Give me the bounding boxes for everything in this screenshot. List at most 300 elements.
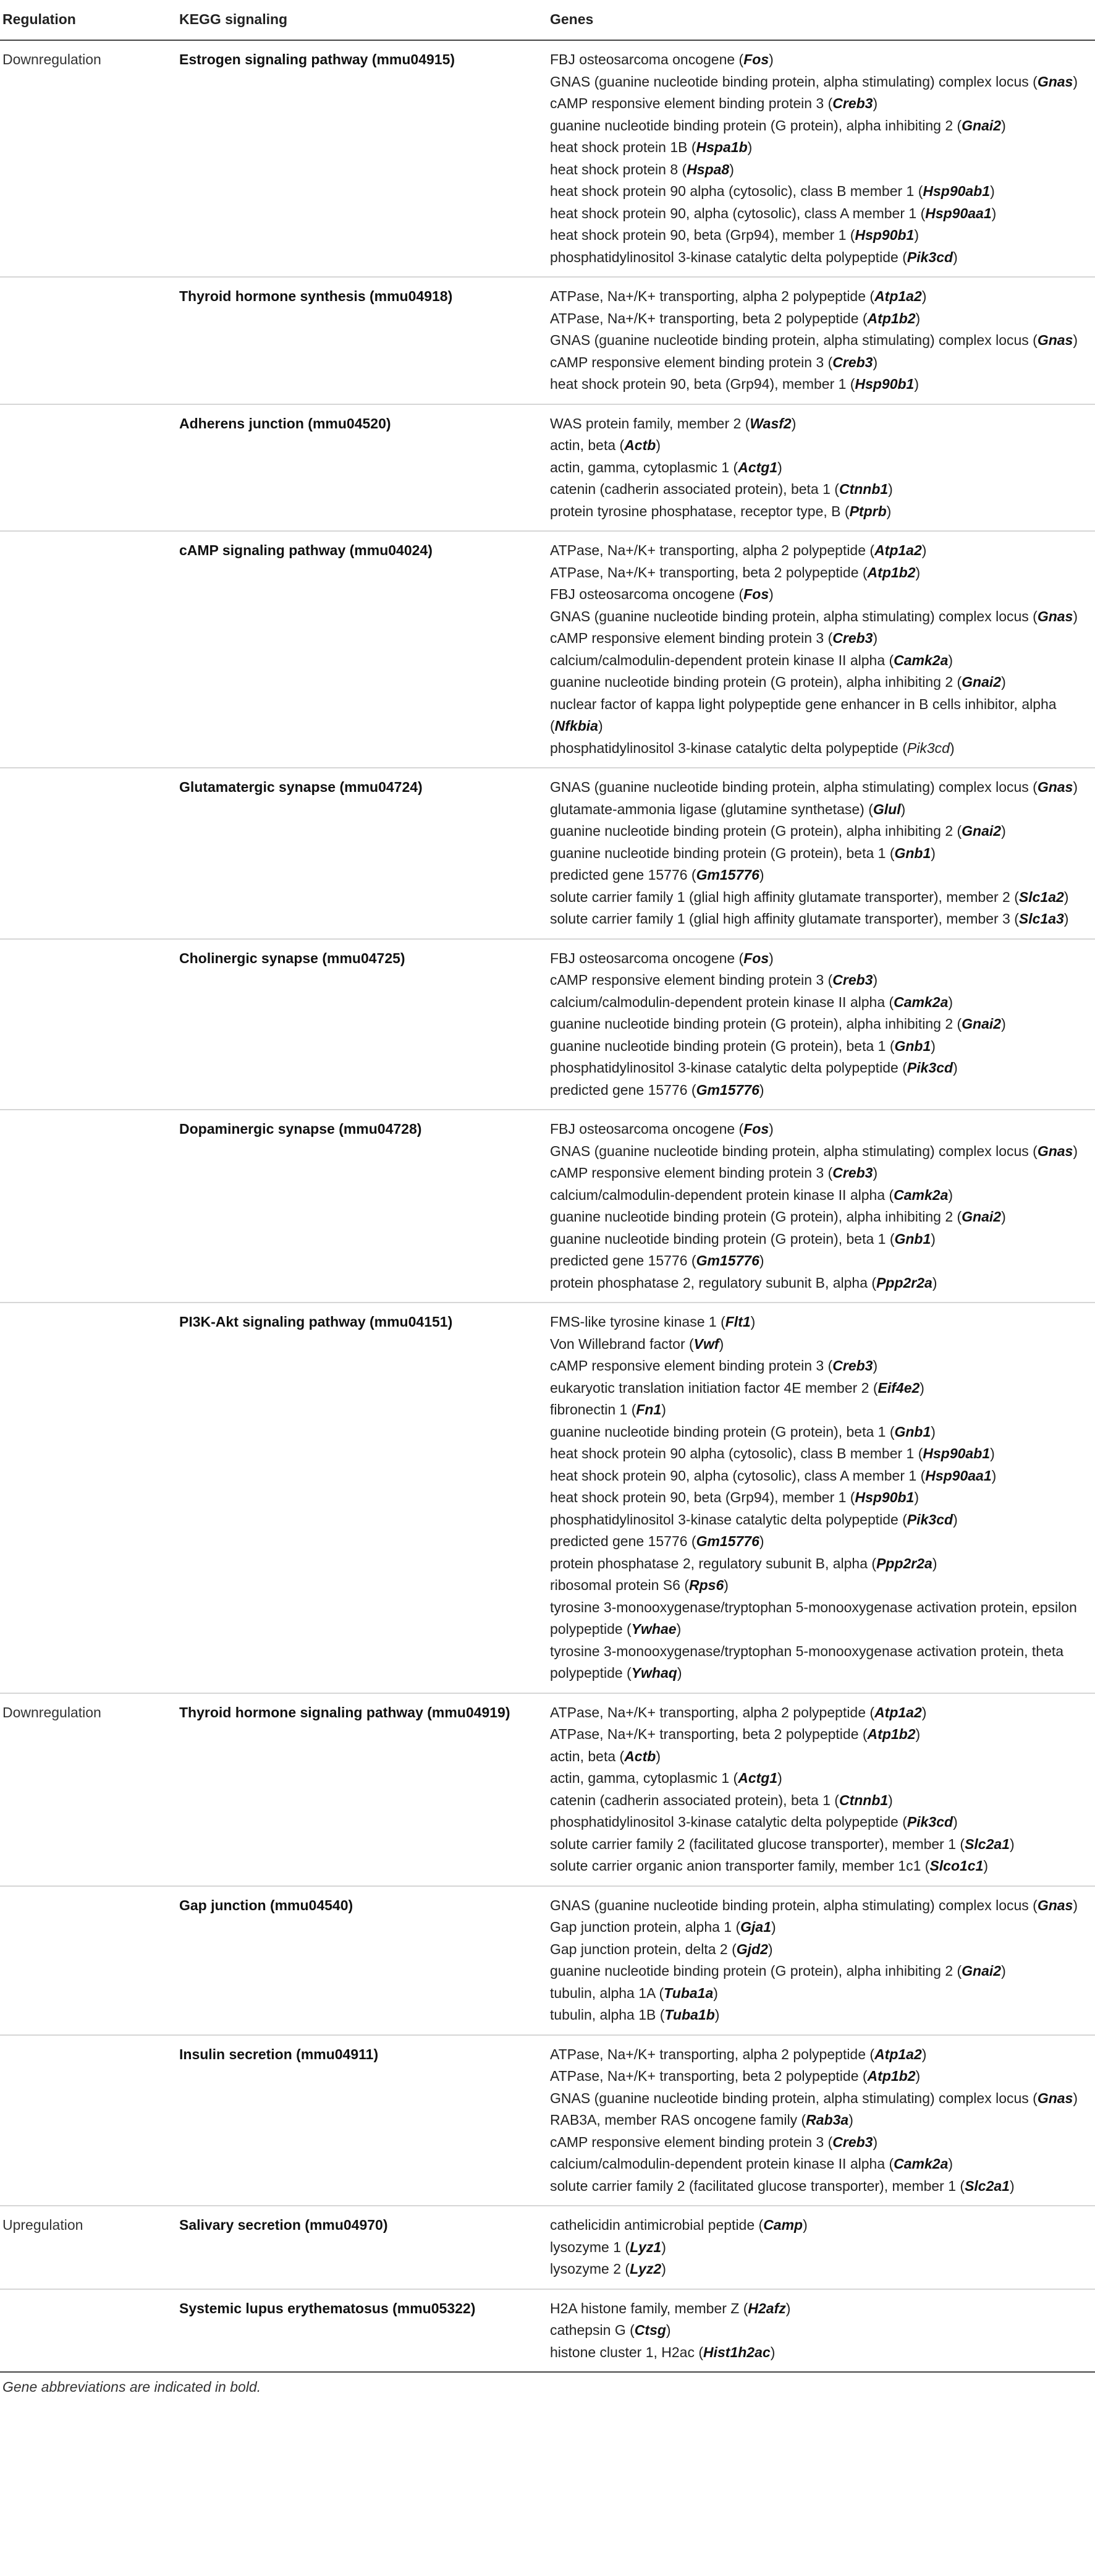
gene-entry — [550, 1597, 1090, 1641]
pathway-cell: Adherens junction (mmu04520) — [179, 404, 550, 532]
gene-close-paren: ) — [900, 801, 906, 817]
gene-close-paren: ) — [990, 183, 995, 199]
gene-entry — [550, 1013, 1090, 1035]
gene-entry — [550, 627, 1090, 650]
gene-symbol: Flt1 — [725, 1314, 751, 1330]
gene-close-paren: ) — [767, 1941, 773, 1957]
table-body — [0, 40, 1095, 2372]
gene-entry — [550, 2298, 1090, 2320]
gene-symbol: Gnas — [1037, 73, 1073, 90]
gene-entry — [550, 562, 1090, 584]
gene-description: guanine nucleotide binding protein (G protein), alpha inhibiting 2 ( — [550, 117, 962, 134]
pathway-cell: Insulin secretion (mmu04911) — [179, 2035, 550, 2206]
gene-description: guanine nucleotide binding protein (G protein), beta 1 ( — [550, 1230, 895, 1247]
pathway-cell: Systemic lupus erythematosus (mmu05322) — [179, 2289, 550, 2373]
gene-symbol: Fn1 — [636, 1401, 662, 1418]
gene-symbol: Gnas — [1037, 2089, 1073, 2106]
gene-entry — [550, 2004, 1090, 2026]
gene-symbol: Gnai2 — [962, 1209, 1002, 1225]
gene-entry — [550, 1509, 1090, 1531]
gene-description: WAS protein family, member 2 ( — [550, 415, 750, 431]
gene-close-paren: ) — [777, 1770, 782, 1786]
gene-symbol: Gnas — [1037, 608, 1073, 624]
gene-symbol: Hist1h2ac — [703, 2344, 771, 2360]
table-row — [0, 1303, 1095, 1693]
gene-description: heat shock protein 90 alpha (cytosolic), class B member 1 ( — [550, 1445, 923, 1461]
gene-description: H2A histone family, member Z ( — [550, 2300, 748, 2316]
gene-description: ATPase, Na+/K+ transporting, alpha 2 polypeptide ( — [550, 2046, 875, 2062]
regulation-cell — [0, 768, 179, 939]
pathway-cell: Thyroid hormone signaling pathway (mmu04919) — [179, 1693, 550, 1886]
gene-close-paren: ) — [791, 415, 797, 431]
gene-entry — [550, 1641, 1090, 1685]
gene-description: GNAS (guanine nucleotide binding protein, alpha stimulating) complex locus ( — [550, 779, 1038, 795]
gene-close-paren: ) — [1009, 2177, 1015, 2194]
gene-entry — [550, 1311, 1090, 1333]
genes-cell — [550, 939, 1095, 1110]
gene-description: phosphatidylinositol 3-kinase catalytic delta polypeptide ( — [550, 249, 907, 265]
genes-cell — [550, 2206, 1095, 2289]
gene-description: ATPase, Na+/K+ transporting, alpha 2 polypeptide ( — [550, 288, 875, 304]
gene-close-paren: ) — [656, 437, 661, 453]
gene-description: ATPase, Na+/K+ transporting, beta 2 polypeptide ( — [550, 2068, 868, 2084]
gene-description: fibronectin 1 ( — [550, 1401, 636, 1418]
gene-close-paren: ) — [888, 1792, 893, 1808]
gene-close-paren: ) — [769, 586, 774, 602]
gene-close-paren: ) — [676, 1621, 682, 1637]
gene-symbol: Gnai2 — [962, 1016, 1002, 1032]
gene-close-paren: ) — [914, 376, 920, 392]
gene-entry — [550, 694, 1090, 738]
gene-entry — [550, 1746, 1090, 1768]
gene-close-paren: ) — [920, 1379, 924, 1396]
gene-close-paren: ) — [769, 950, 774, 966]
gene-description: GNAS (guanine nucleotide binding protein, alpha stimulating) complex locus ( — [550, 332, 1038, 348]
gene-symbol: Actb — [624, 1748, 656, 1764]
gene-entry — [550, 373, 1090, 396]
gene-symbol: Gjd2 — [736, 1941, 768, 1957]
gene-symbol: Fos — [743, 950, 769, 966]
table-header — [0, 0, 1095, 40]
genes-cell — [550, 40, 1095, 277]
table-row — [0, 277, 1095, 404]
gene-description: solute carrier family 1 (glial high affinity glutamate transporter), member 3 ( — [550, 911, 1019, 927]
gene-entry — [550, 2175, 1090, 2198]
gene-symbol: Slc1a2 — [1018, 888, 1064, 905]
gene-description: calcium/calmodulin-dependent protein kinase II alpha ( — [550, 2156, 894, 2172]
genes-cell — [550, 404, 1095, 532]
gene-symbol: Slco1c1 — [929, 1858, 984, 1874]
table-row — [0, 531, 1095, 768]
gene-symbol: Slc2a1 — [965, 2177, 1010, 2194]
gene-close-paren: ) — [1063, 911, 1069, 927]
genes-cell — [550, 1693, 1095, 1886]
gene-close-paren: ) — [888, 481, 893, 497]
gene-symbol: Camk2a — [894, 993, 949, 1010]
regulation-cell — [0, 277, 179, 404]
gene-description: guanine nucleotide binding protein (G protein), alpha inhibiting 2 ( — [550, 1963, 962, 1979]
gene-symbol: Gnai2 — [962, 674, 1002, 690]
gene-close-paren: ) — [661, 2261, 666, 2277]
gene-entry — [550, 1079, 1090, 1102]
gene-symbol: Hspa1b — [696, 139, 748, 155]
gene-symbol: Creb3 — [832, 630, 873, 646]
gene-entry — [550, 501, 1090, 523]
gene-symbol: Glul — [873, 801, 901, 817]
gene-description: predicted gene 15776 ( — [550, 1252, 696, 1269]
gene-close-paren: ) — [769, 1121, 774, 1137]
gene-symbol: Actb — [624, 437, 656, 453]
gene-symbol: Tuba1b — [664, 2007, 715, 2023]
pathway-cell: Glutamatergic synapse (mmu04724) — [179, 768, 550, 939]
gene-description: FMS-like tyrosine kinase 1 ( — [550, 1314, 725, 1330]
pathway-cell: cAMP signaling pathway (mmu04024) — [179, 531, 550, 768]
gene-symbol: Nfkbia — [554, 718, 598, 734]
gene-entry — [550, 457, 1090, 479]
gene-description: cathepsin G ( — [550, 2322, 635, 2338]
gene-close-paren: ) — [666, 2322, 671, 2338]
gene-symbol: Gm15776 — [696, 1533, 759, 1549]
gene-description: guanine nucleotide binding protein (G protein), alpha inhibiting 2 ( — [550, 674, 962, 690]
gene-close-paren: ) — [714, 2007, 720, 2023]
gene-entry — [550, 1228, 1090, 1251]
gene-entry — [550, 2319, 1090, 2342]
gene-entry — [550, 1834, 1090, 1856]
gene-entry — [550, 886, 1090, 909]
gene-description: phosphatidylinositol 3-kinase catalytic delta polypeptide ( — [550, 1060, 907, 1076]
gene-close-paren: ) — [948, 652, 953, 668]
gene-symbol: Ywhae — [631, 1621, 677, 1637]
gene-symbol: Gnb1 — [894, 844, 931, 861]
gene-close-paren: ) — [873, 1165, 878, 1181]
gene-description: ATPase, Na+/K+ transporting, alpha 2 polypeptide ( — [550, 542, 875, 558]
gene-symbol: Gnas — [1037, 1142, 1073, 1159]
gene-symbol: Ctnnb1 — [839, 481, 889, 497]
gene-description: cathelicidin antimicrobial peptide ( — [550, 2217, 764, 2233]
gene-close-paren: ) — [953, 1511, 958, 1528]
gene-symbol: Slc2a1 — [965, 1835, 1010, 1852]
gene-symbol: Slc1a3 — [1018, 911, 1064, 927]
gene-entry — [550, 2065, 1090, 2088]
gene-close-paren: ) — [983, 1858, 989, 1874]
gene-symbol: Actg1 — [738, 1770, 778, 1786]
gene-entry — [550, 1206, 1090, 1228]
pathway-cell: Salivary secretion (mmu04970) — [179, 2206, 550, 2289]
gene-description: heat shock protein 90, beta (Grp94), member 1 ( — [550, 376, 855, 392]
gene-description: cAMP responsive element binding protein 3 ( — [550, 1165, 833, 1181]
gene-close-paren: ) — [921, 288, 927, 304]
table-row — [0, 40, 1095, 277]
gene-symbol: Eif4e2 — [877, 1379, 920, 1396]
gene-description: catenin (cadherin associated protein), beta 1 ( — [550, 481, 839, 497]
gene-symbol: Vwf — [693, 1335, 719, 1352]
gene-description: catenin (cadherin associated protein), beta 1 ( — [550, 1792, 839, 1808]
gene-close-paren: ) — [1001, 823, 1006, 839]
gene-close-paren: ) — [914, 1489, 920, 1505]
genes-cell — [550, 768, 1095, 939]
gene-symbol: Gnas — [1037, 332, 1073, 348]
gene-symbol: Ppp2r2a — [876, 1555, 932, 1571]
gene-close-paren: ) — [759, 1533, 764, 1549]
gene-description: actin, beta ( — [550, 1748, 625, 1764]
gene-close-paren: ) — [932, 1274, 937, 1291]
table-row — [0, 939, 1095, 1110]
gene-entry — [550, 2044, 1090, 2066]
gene-close-paren: ) — [1073, 779, 1078, 795]
gene-description: heat shock protein 90, beta (Grp94), member 1 ( — [550, 1489, 855, 1505]
gene-symbol: Gnai2 — [962, 117, 1002, 134]
gene-symbol: Pik3cd — [907, 739, 950, 756]
gene-close-paren: ) — [921, 542, 927, 558]
genes-cell — [550, 277, 1095, 404]
genes-cell — [550, 2289, 1095, 2373]
gene-description: solute carrier family 2 (facilitated glucose transporter), member 1 ( — [550, 2177, 965, 2194]
gene-close-paren: ) — [661, 2238, 666, 2255]
gene-symbol: Ctnnb1 — [839, 1792, 889, 1808]
gene-close-paren: ) — [677, 1665, 682, 1681]
gene-description: predicted gene 15776 ( — [550, 1533, 696, 1549]
gene-close-paren: ) — [949, 739, 955, 756]
gene-symbol: Ppp2r2a — [876, 1274, 932, 1291]
gene-entry — [550, 584, 1090, 606]
gene-close-paren: ) — [873, 95, 878, 111]
gene-symbol: Gnb1 — [894, 1037, 931, 1054]
gene-close-paren: ) — [1073, 1897, 1078, 1913]
gene-close-paren: ) — [915, 564, 921, 580]
table-row — [0, 2206, 1095, 2289]
gene-symbol: Creb3 — [832, 1165, 873, 1181]
gene-description: cAMP responsive element binding protein 3 ( — [550, 630, 833, 646]
table-row — [0, 1886, 1095, 2035]
gene-description: solute carrier organic anion transporter family, member 1c1 ( — [550, 1858, 930, 1874]
gene-entry — [550, 1531, 1090, 1553]
gene-description: cAMP responsive element binding protein 3 ( — [550, 972, 833, 988]
gene-symbol: Wasf2 — [750, 415, 792, 431]
gene-entry — [550, 1702, 1090, 1724]
gene-description: tyrosine 3-monooxygenase/tryptophan 5-monooxygenase activation protein, epsilon polypeptide ( — [550, 1599, 1077, 1637]
gene-symbol: Camk2a — [894, 652, 949, 668]
gene-symbol: Pik3cd — [907, 1511, 953, 1528]
gene-entry — [550, 1811, 1090, 1834]
gene-close-paren: ) — [914, 227, 920, 243]
gene-symbol: Fos — [743, 51, 769, 67]
gene-entry — [550, 1443, 1090, 1465]
gene-entry — [550, 1118, 1090, 1141]
gene-close-paren: ) — [1001, 1016, 1006, 1032]
gene-entry — [550, 671, 1090, 694]
gene-entry — [550, 71, 1090, 93]
gene-entry — [550, 1895, 1090, 1917]
gene-close-paren: ) — [777, 459, 782, 475]
gene-symbol: Creb3 — [832, 354, 873, 370]
gene-description: actin, gamma, cytoplasmic 1 ( — [550, 459, 738, 475]
gene-description: cAMP responsive element binding protein 3 ( — [550, 2133, 833, 2150]
gene-symbol: Creb3 — [832, 1358, 873, 1374]
header-genes: Genes — [550, 0, 1095, 40]
gene-entry — [550, 286, 1090, 308]
gene-close-paren: ) — [953, 1060, 958, 1076]
gene-description: eukaryotic translation initiation factor 4E member 2 ( — [550, 1379, 878, 1396]
gene-symbol: Gnai2 — [962, 1963, 1002, 1979]
header-regulation: Regulation — [0, 0, 179, 40]
gene-symbol: Pik3cd — [907, 1060, 953, 1076]
gene-entry — [550, 540, 1090, 562]
gene-symbol: Hsp90aa1 — [925, 1467, 992, 1484]
gene-entry — [550, 776, 1090, 799]
regulation-cell — [0, 2289, 179, 2373]
table-row — [0, 768, 1095, 939]
gene-entry — [550, 1184, 1090, 1207]
gene-description: FBJ osteosarcoma oncogene ( — [550, 1121, 744, 1137]
gene-entry — [550, 115, 1090, 137]
gene-description: lysozyme 2 ( — [550, 2261, 630, 2277]
gene-close-paren: ) — [1063, 888, 1069, 905]
gene-entry — [550, 2258, 1090, 2281]
gene-description: Gap junction protein, alpha 1 ( — [550, 1919, 741, 1935]
gene-entry — [550, 137, 1090, 159]
gene-description: tyrosine 3-monooxygenase/tryptophan 5-monooxygenase activation protein, theta polypeptide ( — [550, 1643, 1064, 1681]
gene-close-paren: ) — [750, 1314, 756, 1330]
gene-symbol: Lyz2 — [630, 2261, 662, 2277]
gene-close-paren: ) — [931, 844, 936, 861]
regulation-cell: Downregulation — [0, 40, 179, 277]
gene-symbol: Atp1b2 — [867, 1726, 916, 1742]
gene-description: FBJ osteosarcoma oncogene ( — [550, 950, 744, 966]
gene-entry — [550, 1162, 1090, 1184]
gene-entry — [550, 478, 1090, 501]
gene-symbol: H2afz — [748, 2300, 786, 2316]
gene-entry — [550, 650, 1090, 672]
gene-description: actin, beta ( — [550, 437, 625, 453]
gene-description: Gap junction protein, delta 2 ( — [550, 1941, 737, 1957]
gene-close-paren: ) — [1073, 2089, 1078, 2106]
gene-description: tubulin, alpha 1B ( — [550, 2007, 665, 2023]
gene-symbol: Gnai2 — [962, 823, 1002, 839]
gene-entry — [550, 1767, 1090, 1790]
gene-description: FBJ osteosarcoma oncogene ( — [550, 586, 744, 602]
gene-symbol: Creb3 — [832, 2133, 873, 2150]
gene-symbol: Gnas — [1037, 779, 1073, 795]
pathway-cell: Estrogen signaling pathway (mmu04915) — [179, 40, 550, 277]
gene-close-paren: ) — [769, 51, 774, 67]
gene-entry — [550, 2109, 1090, 2132]
gene-close-paren: ) — [991, 1467, 997, 1484]
gene-close-paren: ) — [770, 2344, 776, 2360]
gene-description: protein tyrosine phosphatase, receptor type, B ( — [550, 503, 850, 519]
gene-symbol: Gja1 — [740, 1919, 772, 1935]
gene-description: tubulin, alpha 1A ( — [550, 1984, 664, 2001]
gene-close-paren: ) — [724, 1577, 729, 1593]
gene-description: phosphatidylinositol 3-kinase catalytic delta polypeptide ( — [550, 739, 907, 756]
gene-symbol: Atp1a2 — [874, 542, 922, 558]
gene-entry — [550, 413, 1090, 435]
gene-symbol: Camk2a — [894, 2156, 949, 2172]
gene-entry — [550, 1487, 1090, 1509]
genes-cell — [550, 531, 1095, 768]
gene-description: GNAS (guanine nucleotide binding protein, alpha stimulating) complex locus ( — [550, 1142, 1038, 1159]
gene-close-paren: ) — [932, 1555, 937, 1571]
gene-close-paren: ) — [785, 2300, 791, 2316]
gene-symbol: Fos — [743, 586, 769, 602]
table-row — [0, 2035, 1095, 2206]
gene-entry — [550, 159, 1090, 181]
gene-description: calcium/calmodulin-dependent protein kinase II alpha ( — [550, 652, 894, 668]
gene-description: cAMP responsive element binding protein 3 ( — [550, 1358, 833, 1374]
gene-description: phosphatidylinositol 3-kinase catalytic delta polypeptide ( — [550, 1814, 907, 1830]
genes-cell — [550, 2035, 1095, 2206]
gene-entry — [550, 1790, 1090, 1812]
gene-entry — [550, 2342, 1090, 2364]
gene-description: guanine nucleotide binding protein (G protein), beta 1 ( — [550, 844, 895, 861]
regulation-cell — [0, 1303, 179, 1693]
gene-entry — [550, 2132, 1090, 2154]
regulation-cell — [0, 939, 179, 1110]
gene-description: lysozyme 1 ( — [550, 2238, 630, 2255]
gene-description: heat shock protein 90, alpha (cytosolic), class A member 1 ( — [550, 1467, 926, 1484]
gene-entry — [550, 1939, 1090, 1961]
gene-symbol: Ptprb — [849, 503, 887, 519]
gene-description: heat shock protein 1B ( — [550, 139, 696, 155]
gene-symbol: Hsp90aa1 — [925, 205, 992, 221]
regulation-cell: Downregulation — [0, 1693, 179, 1886]
gene-entry — [550, 992, 1090, 1014]
table-row — [0, 404, 1095, 532]
gene-description: GNAS (guanine nucleotide binding protein, alpha stimulating) complex locus ( — [550, 608, 1038, 624]
gene-symbol: Gnas — [1037, 1897, 1073, 1913]
gene-entry — [550, 1333, 1090, 1356]
table-row — [0, 1693, 1095, 1886]
header-row — [0, 0, 1095, 40]
pathway-cell: Thyroid hormone synthesis (mmu04918) — [179, 277, 550, 404]
gene-description: ATPase, Na+/K+ transporting, beta 2 polypeptide ( — [550, 1726, 868, 1742]
gene-entry — [550, 1035, 1090, 1058]
gene-entry — [550, 1250, 1090, 1272]
gene-close-paren: ) — [991, 205, 997, 221]
gene-description: ATPase, Na+/K+ transporting, alpha 2 polypeptide ( — [550, 1704, 875, 1720]
gene-entry — [550, 49, 1090, 71]
gene-close-paren: ) — [873, 2133, 878, 2150]
pathway-cell: Cholinergic synapse (mmu04725) — [179, 939, 550, 1110]
gene-description: calcium/calmodulin-dependent protein kinase II alpha ( — [550, 1186, 894, 1203]
gene-close-paren: ) — [915, 310, 921, 326]
gene-symbol: Creb3 — [832, 972, 873, 988]
gene-entry — [550, 799, 1090, 821]
gene-close-paren: ) — [931, 1037, 936, 1054]
gene-entry — [550, 2153, 1090, 2175]
gene-symbol: Lyz1 — [630, 2238, 662, 2255]
gene-entry — [550, 435, 1090, 457]
gene-symbol: Tuba1a — [664, 1984, 714, 2001]
gene-close-paren: ) — [759, 1081, 764, 1098]
gene-description: guanine nucleotide binding protein (G protein), alpha inhibiting 2 ( — [550, 1016, 962, 1032]
gene-symbol: Gm15776 — [696, 1252, 759, 1269]
gene-entry — [550, 738, 1090, 760]
gene-description: glutamate-ammonia ligase (glutamine synthetase) ( — [550, 801, 873, 817]
gene-description: Von Willebrand factor ( — [550, 1335, 694, 1352]
gene-description: GNAS (guanine nucleotide binding protein, alpha stimulating) complex locus ( — [550, 1897, 1038, 1913]
gene-close-paren: ) — [656, 1748, 661, 1764]
regulation-cell — [0, 2035, 179, 2206]
gene-close-paren: ) — [886, 503, 892, 519]
gene-entry — [550, 1421, 1090, 1443]
gene-close-paren: ) — [953, 1814, 958, 1830]
gene-close-paren: ) — [948, 993, 953, 1010]
gene-entry — [550, 1855, 1090, 1877]
gene-close-paren: ) — [1073, 1142, 1078, 1159]
gene-close-paren: ) — [759, 1252, 764, 1269]
regulation-cell — [0, 531, 179, 768]
pathway-cell: PI3K-Akt signaling pathway (mmu04151) — [179, 1303, 550, 1693]
